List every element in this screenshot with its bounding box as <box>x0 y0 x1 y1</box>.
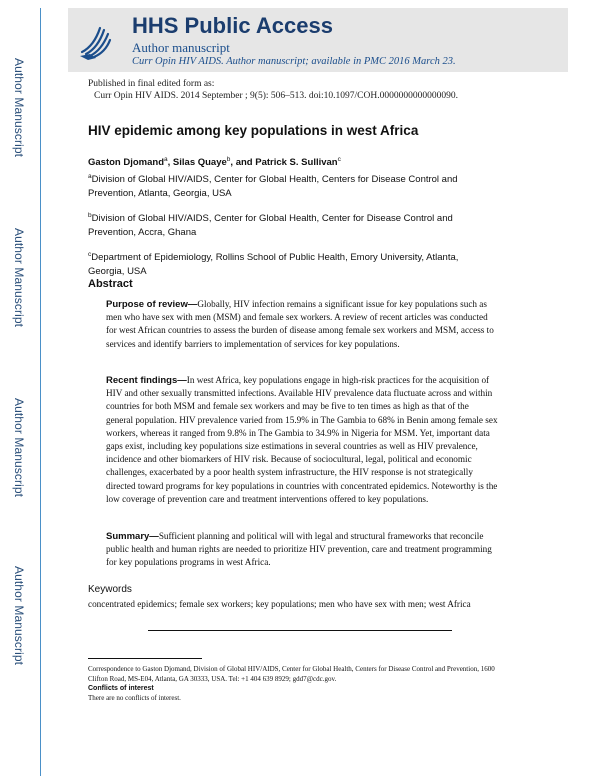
affiliation-b: $^b$Division of Global HIV/AIDS, Center for Global Health, Center for Disease Control and Prevention, Accra, Ghana <box>88 212 453 239</box>
hhs-eagle-icon <box>76 22 116 62</box>
publication-info <box>88 78 458 102</box>
sidebar <box>0 0 38 776</box>
correspondence-note: Correspondence to Gaston Djomand, Division of Global HIV/AIDS, Center for Global Health, Centers for Disease Control and Prevention, 1600 Clifton Road, MS-E04, Atlanta, GA 30333, USA. Tel: +1 404 639 8929; gdd7@cdc.gov. <box>88 665 495 683</box>
author-name: Patrick S. Sullivan <box>255 157 338 169</box>
author-manuscript-subtitle: Author manuscript <box>132 40 230 55</box>
article-title: HIV epidemic among key populations in west Africa <box>88 123 419 138</box>
author-list: Gaston Djomand$^a$, Silas Quaye$^b$, and Patrick S. Sullivan$^c$ <box>88 156 341 169</box>
keywords-heading: Keywords <box>88 584 132 595</box>
hhs-logo <box>68 8 124 72</box>
journal-availability: Curr Opin HIV AIDS. Author manuscript; available in PMC 2016 March 23. <box>132 56 456 67</box>
affiliation-a: $^a$Division of Global HIV/AIDS, Center for Global Health, Centers for Disease Control and Prevention, Atlanta, Georgia, USA <box>88 173 458 200</box>
coi-heading: Conflicts of interest <box>88 685 154 693</box>
affiliations <box>88 170 478 287</box>
affiliation-c: $^c$Department of Epidemiology, Rollins School of Public Health, Emory University, Atlanta, Georgia, USA <box>88 251 459 278</box>
hhs-public-access-title: HHS Public Access <box>132 13 333 38</box>
section-divider <box>148 630 452 631</box>
sidebar-divider <box>40 8 41 776</box>
footnotes <box>88 665 498 703</box>
abstract-heading: Abstract <box>88 278 133 290</box>
keywords-text: concentrated epidemics; female sex workers; key populations; men who have sex with men; west Africa <box>88 599 471 609</box>
sidebar-label-2: Author Manuscript <box>12 228 26 328</box>
sidebar-label-1: Author Manuscript <box>12 58 26 158</box>
sidebar-label-4: Author Manuscript <box>12 566 26 666</box>
abstract-summary: Summary—Sufficient planning and political will with legal and structural frameworks that reconcile public health and human rights are needed to prioritize HIV prevention, care and treatment programming for key populations programs in west Africa. <box>106 531 492 568</box>
published-label: Published in final edited form as: <box>88 79 215 89</box>
sidebar-label-3: Author Manuscript <box>12 398 26 498</box>
coi-text: There are no conflicts of interest. <box>88 693 181 702</box>
footnote-divider <box>88 658 202 659</box>
abstract-purpose: Purpose of review—Globally, HIV infection remains a significant issue for key populations such as men who have sex with men (MSM) and female sex workers. A review of recent articles was conducted for west African countries to assess the burden of disease among female sex workers and MSM, access to services and identify barriers to implementation of services for key populations. <box>106 299 494 349</box>
abstract-findings: Recent findings—In west Africa, key populations engage in high-risk practices for the acquisition of HIV and other sexually transmitted infections. Available HIV prevalence data fluctuate across and within countries for both MSM and female sex workers and may be five to ten times as high as that of the general population. HIV prevalence varied from 15.9% in The Gambia to 68% in Benin among female sex workers, whereas it ranged from 9.8% in The Gambia to 34.9% in Nigeria for MSM. Yet, important data gaps exist, including key populations size estimations in several countries as well as HIV prevalence, incidence and other biomarkers of HIV risk. Because of sociocultural, legal, political and economic challenges, exacerbated by a poor health system infrastructure, the HIV response is not strategically directed toward programs for key populations in countries with concentrated epidemics. Noteworthy is the low coverage of prevention care and treatment interventions offered to key populations. <box>106 375 498 504</box>
author-name: Gaston Djomand <box>88 157 165 169</box>
citation: Curr Opin HIV AIDS. 2014 September ; 9(5): 506–513. doi:10.1097/COH.0000000000000090. <box>94 91 458 101</box>
author-name: Silas Quaye <box>172 157 227 169</box>
